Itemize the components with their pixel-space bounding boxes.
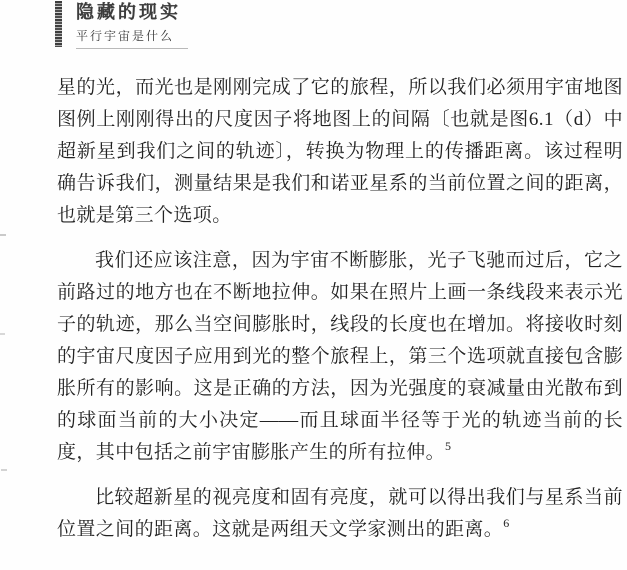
paragraph-3: [57, 482, 623, 546]
head-text: [76, 0, 188, 49]
paragraph-3-text: 比较超新星的视亮度和固有亮度，就可以得出我们与星系当前位置之间的距离。这就是两组天文学家测出的距离。: [57, 487, 623, 540]
book-title: 隐藏的现实: [76, 2, 181, 22]
paragraph-1: [57, 72, 623, 232]
scan-artifact: [0, 234, 6, 236]
book-subtitle: 平行宇宙是什么: [76, 29, 175, 43]
body-text: [57, 72, 623, 546]
paragraph-1-text: 星的光，而光也是刚刚完成了它的旅程，所以我们必须用宇宙地图图例上刚刚得出的尺度因子将地图上的间隔〔也就是图6.1（d）中超新星到我们之间的轨迹〕，转换为物理上的传播距离。该过程明确告诉我们，测量结果是我们和诺亚星系的当前位置之间的距离，也就是第三个选项。: [57, 77, 623, 226]
spine-decoration: [55, 1, 62, 47]
paragraph-2: [57, 245, 623, 469]
footnote-ref-6: 6: [503, 516, 510, 530]
scan-artifact: [1, 469, 7, 471]
paragraph-2-text: 我们还应该注意，因为宇宙不断膨胀，光子飞驰而过后，它之前路过的地方也在不断地拉伸。如果在照片上画一条线段来表示光子的轨迹，那么当空间膨胀时，线段的长度也在增加。将接收时刻的宇宙尺度因子应用到光的整个旅程上，第三个选项就直接包含膨胀所有的影响。这是正确的方法，因为光强度的衰减量由光散布到的球面当前的大小决定——而且球面半径等于光的轨迹当前的长度，其中包括之前宇宙膨胀产生的所有拉伸。: [57, 250, 623, 463]
scan-artifact: [0, 333, 5, 335]
subtitle-rule: [76, 48, 188, 49]
running-head: [55, 0, 188, 49]
footnote-ref-5: 5: [445, 439, 452, 453]
